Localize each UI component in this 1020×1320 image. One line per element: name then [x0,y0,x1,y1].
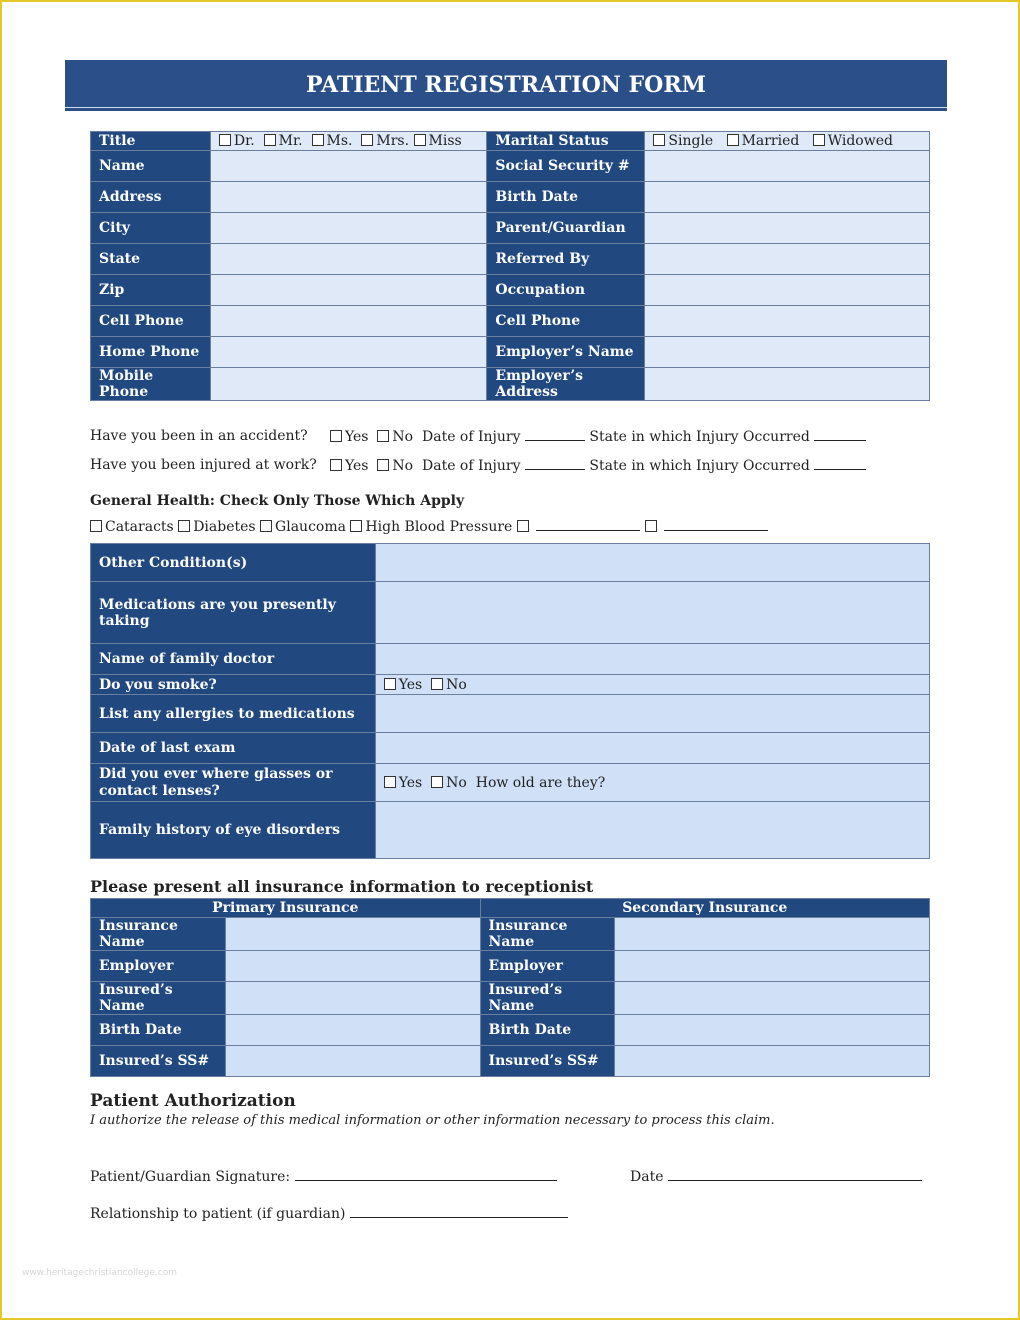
form-title: PATIENT REGISTRATION FORM [306,72,706,98]
option-label: Miss [428,133,462,149]
option-label: Glaucoma [275,519,346,535]
marital-options [645,132,930,151]
other-health-field[interactable] [664,518,768,531]
accident-answers [330,428,866,445]
input-cell[interactable] [615,982,930,1015]
no-label: No [446,676,467,693]
row-label: Family history of eye disorders [91,802,376,859]
row-label: Birth Date [91,1015,226,1046]
row-label: Name of family doctor [91,644,376,675]
row-label: Parent/Guardian [487,213,645,244]
option-label: Married [741,133,800,149]
marital-label: Marital Status [487,132,645,151]
input-cell[interactable] [225,951,480,982]
row-label: Address [91,182,211,213]
input-cell[interactable] [375,544,929,582]
input-cell[interactable] [375,644,929,675]
row-label: Birth Date [487,182,645,213]
row-label: Insurance Name [91,918,226,951]
checkbox[interactable] [361,134,373,146]
state-injury-field[interactable] [814,428,866,441]
input-cell[interactable] [645,337,930,368]
title-underline [65,107,947,108]
input-cell[interactable] [375,733,929,764]
row-label: Social Security # [487,151,645,182]
state-injury-field[interactable] [814,457,866,470]
option-label: High Blood Pressure [365,519,513,535]
row-label: Insured’s SS# [91,1046,226,1077]
work-injury-answers [330,457,866,474]
input-cell[interactable] [210,275,487,306]
checkbox[interactable] [178,520,190,532]
row-label: List any allergies to medications [91,695,376,733]
checkbox[interactable] [330,459,342,471]
state-injury-label: State in which Injury Occurred [589,458,810,474]
personal-info-table [90,131,930,401]
checkbox[interactable] [431,678,443,690]
relationship-line [90,1205,568,1222]
no-label: No [446,774,467,791]
row-label: Zip [91,275,211,306]
input-cell[interactable] [210,368,487,401]
checkbox[interactable] [377,459,389,471]
row-label: City [91,213,211,244]
smoke-options [375,675,929,695]
input-cell[interactable] [615,1046,930,1077]
row-label: Insurance Name [480,918,615,951]
date-label: Date [630,1169,664,1185]
signature-field[interactable] [295,1168,557,1181]
checkbox[interactable] [517,520,529,532]
work-injury-question [90,457,317,473]
input-cell[interactable] [645,151,930,182]
input-cell[interactable] [210,151,487,182]
yes-label: Yes [345,429,369,445]
row-label: Do you smoke? [91,675,376,695]
row-label: Insured’s Name [480,982,615,1015]
row-label: Name [91,151,211,182]
row-label: Home Phone [91,337,211,368]
signature-line [90,1168,557,1185]
watermark: www.heritagechristiancollege.com [22,1268,177,1278]
checkbox[interactable] [264,134,276,146]
authorization-heading: Patient Authorization [90,1091,296,1111]
yes-label: Yes [398,774,423,791]
option-label: Dr. [233,133,255,149]
input-cell[interactable] [645,182,930,213]
date-of-injury-field[interactable] [525,428,585,441]
input-cell[interactable] [210,213,487,244]
checkbox[interactable] [414,134,426,146]
no-label: No [392,458,414,474]
row-label: Cell Phone [91,306,211,337]
row-label: Medications are you presently taking [91,582,376,644]
row-label: Did you ever where glasses or contact lenses? [91,764,376,802]
date-field[interactable] [668,1168,922,1181]
date-line [630,1168,922,1185]
checkbox[interactable] [727,134,739,146]
checkbox[interactable] [350,520,362,532]
row-label: Cell Phone [487,306,645,337]
checkbox[interactable] [384,678,396,690]
row-label: State [91,244,211,275]
primary-insurance-header: Primary Insurance [91,899,481,918]
signature-label: Patient/Guardian Signature: [90,1169,291,1185]
checkbox[interactable] [431,776,443,788]
yes-label: Yes [345,458,369,474]
option-label: Cataracts [105,519,174,535]
row-label: Mobile Phone [91,368,211,401]
row-label: Employer [91,951,226,982]
row-label: Referred By [487,244,645,275]
input-cell[interactable] [615,951,930,982]
input-cell[interactable] [645,244,930,275]
checkbox[interactable] [90,520,102,532]
input-cell[interactable] [375,582,929,644]
checkbox[interactable] [312,134,324,146]
checkbox[interactable] [260,520,272,532]
relationship-field[interactable] [350,1205,568,1218]
input-cell[interactable] [375,802,929,859]
option-label: Diabetes [193,519,256,535]
row-label: Occupation [487,275,645,306]
input-cell[interactable] [210,306,487,337]
row-label: Date of last exam [91,733,376,764]
date-of-injury-label: Date of Injury [422,429,521,445]
form-title-bar [65,60,947,111]
row-label: Other Condition(s) [91,544,376,582]
input-cell[interactable] [645,213,930,244]
date-of-injury-label: Date of Injury [422,458,521,474]
checkbox[interactable] [219,134,231,146]
input-cell[interactable] [615,1015,930,1046]
row-label: Employer’s Address [487,368,645,401]
checkbox[interactable] [813,134,825,146]
option-label: Mr. [278,133,303,149]
general-health-options [90,518,768,535]
accident-question [90,428,308,444]
input-cell[interactable] [225,1015,480,1046]
insurance-table [90,898,930,1077]
title-options [210,132,487,151]
state-injury-label: State in which Injury Occurred [589,429,810,445]
question-text: Have you been in an accident? [90,428,308,444]
checkbox[interactable] [377,430,389,442]
input-cell[interactable] [645,368,930,401]
option-label: Ms. [326,133,353,149]
other-health-field[interactable] [536,518,640,531]
row-label: Insured’s SS# [480,1046,615,1077]
checkbox[interactable] [645,520,657,532]
option-label: Single [668,133,714,149]
secondary-insurance-header: Secondary Insurance [480,899,929,918]
no-label: No [392,429,414,445]
row-label: Employer’s Name [487,337,645,368]
checkbox[interactable] [653,134,665,146]
row-label: Employer [480,951,615,982]
input-cell[interactable] [645,306,930,337]
option-label: Mrs. [376,133,410,149]
how-old-label: How old are they? [475,774,606,791]
checkbox[interactable] [330,430,342,442]
input-cell[interactable] [615,918,930,951]
input-cell[interactable] [225,982,480,1015]
input-cell[interactable] [210,182,487,213]
conditions-table [90,543,930,859]
input-cell[interactable] [210,244,487,275]
row-label: Birth Date [480,1015,615,1046]
row-label: Insured’s Name [91,982,226,1015]
input-cell[interactable] [225,918,480,951]
authorization-text: I authorize the release of this medical information or other information necessary to process this claim. [90,1113,775,1128]
general-health-heading: General Health: Check Only Those Which Apply [90,493,465,509]
glasses-options [375,764,929,802]
title-label: Title [91,132,211,151]
input-cell[interactable] [210,337,487,368]
option-label: Widowed [827,133,893,149]
insurance-heading: Please present all insurance information to receptionist [90,877,594,896]
input-cell[interactable] [225,1046,480,1077]
relationship-label: Relationship to patient (if guardian) [90,1206,346,1222]
input-cell[interactable] [375,695,929,733]
checkbox[interactable] [384,776,396,788]
question-text: Have you been injured at work? [90,457,317,473]
date-of-injury-field[interactable] [525,457,585,470]
yes-label: Yes [398,676,423,693]
input-cell[interactable] [645,275,930,306]
